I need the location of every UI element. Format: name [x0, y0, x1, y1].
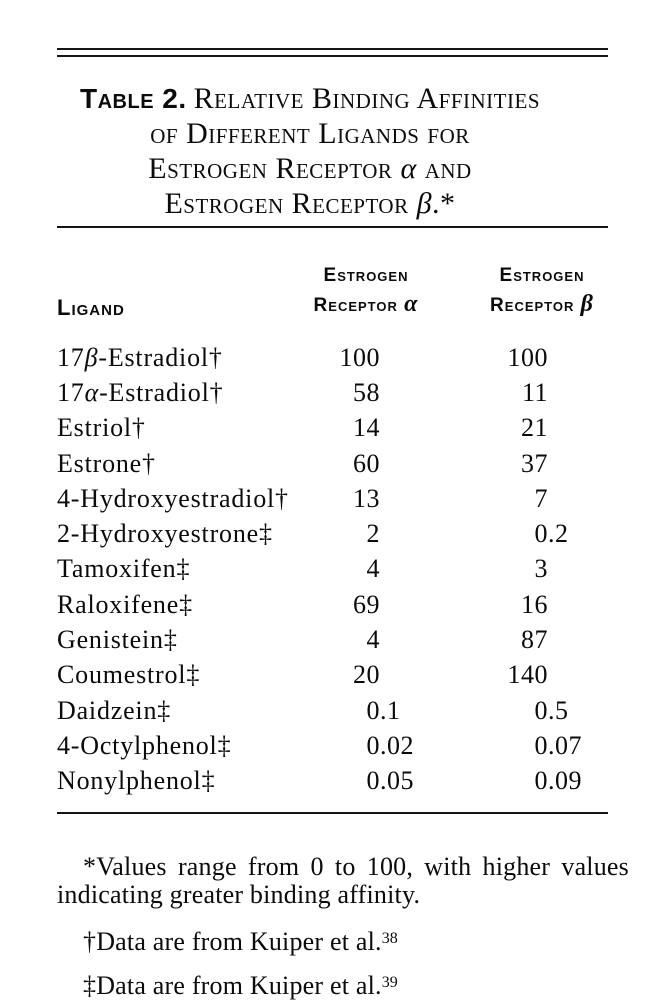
footnote-double-dagger	[57, 972, 629, 1000]
column-header-er-beta	[466, 261, 618, 320]
value-fraction-part: .1	[380, 695, 401, 725]
table-title-line-4: Estrogen Receptor β.*	[164, 187, 456, 220]
alpha-value-cell	[300, 484, 440, 514]
table-row	[57, 622, 608, 657]
beta-value-cell	[440, 519, 608, 549]
bottom-rule	[57, 812, 608, 814]
footnote-marker: ‡	[83, 971, 97, 1000]
table-title-line-1	[57, 81, 563, 116]
value-integer-part: 0	[534, 695, 548, 725]
value-integer-part: 4	[366, 554, 380, 584]
value-integer-part: 21	[521, 413, 548, 443]
beta-value-cell	[440, 590, 608, 620]
table-title	[57, 81, 563, 221]
value-fraction-part: .07	[548, 730, 582, 760]
value-integer-part: 20	[353, 660, 380, 690]
alpha-value-cell	[300, 766, 440, 796]
value-fraction-part: .5	[548, 695, 569, 725]
beta-value-cell	[440, 413, 608, 443]
table-row	[57, 693, 608, 728]
greek-letter: β	[580, 291, 594, 317]
ligand-cell: Raloxifene‡	[57, 589, 193, 619]
alpha-value-cell	[300, 590, 440, 620]
greek-letter: α	[400, 152, 417, 185]
table-title-text-1: Relative Binding Affinities	[193, 82, 540, 115]
beta-value-cell	[440, 625, 608, 655]
table-row	[57, 587, 608, 622]
alpha-value-cell	[300, 625, 440, 655]
column-header-er-alpha-line-1: Estrogen	[323, 265, 409, 286]
table-row	[57, 446, 608, 481]
value-integer-part: 87	[521, 625, 548, 655]
alpha-value-cell	[300, 378, 440, 408]
beta-value-cell	[440, 378, 608, 408]
value-integer-part: 0	[366, 730, 380, 760]
footnote-reference-number: 39	[381, 974, 398, 991]
value-integer-part: 140	[507, 660, 548, 690]
ligand-cell: 17β-Estradiol†	[57, 342, 223, 372]
table-title-line-2: of Different Ligands for	[150, 117, 470, 150]
footnote-reference-number: 38	[381, 930, 398, 947]
header-rule	[57, 226, 608, 228]
column-header-er-beta-line-2: Receptor β	[490, 291, 594, 317]
ligand-cell: Coumestrol‡	[57, 660, 201, 690]
ligand-cell: 4-Hydroxyestradiol†	[57, 483, 289, 513]
footnote-text: Data are from Kuiper et al.	[96, 927, 382, 956]
value-integer-part: 13	[353, 483, 380, 513]
alpha-value-cell	[300, 696, 440, 726]
table-row	[57, 764, 608, 799]
value-integer-part: 0	[366, 766, 380, 796]
value-integer-part: 60	[353, 448, 380, 478]
alpha-value-cell	[300, 519, 440, 549]
value-integer-part: 11	[521, 377, 548, 407]
value-fraction-part: .2	[548, 519, 569, 549]
footnote-marker: *	[83, 852, 97, 881]
table-row	[57, 481, 608, 516]
value-integer-part: 100	[507, 342, 548, 372]
value-fraction-part: .02	[380, 730, 414, 760]
beta-value-cell	[440, 766, 608, 796]
top-double-rule-line-2	[57, 55, 608, 57]
column-header-ligand: Ligand	[57, 295, 125, 320]
alpha-value-cell	[300, 554, 440, 584]
footnote-asterisk	[57, 853, 629, 909]
value-integer-part: 0	[534, 730, 548, 760]
value-integer-part: 14	[353, 413, 380, 443]
table-number-label: Table 2.	[79, 83, 187, 114]
column-header-er-alpha	[290, 261, 442, 320]
ligand-cell: Tamoxifen‡	[57, 554, 191, 584]
table-row	[57, 340, 608, 375]
value-fraction-part: .05	[380, 766, 414, 796]
alpha-value-cell	[300, 660, 440, 690]
table-row	[57, 411, 608, 446]
beta-value-cell	[440, 696, 608, 726]
greek-letter: α	[84, 377, 100, 407]
column-header-er-alpha-line-2: Receptor α	[313, 291, 419, 317]
table-row	[57, 552, 608, 587]
value-integer-part: 7	[534, 483, 548, 513]
beta-value-cell	[440, 660, 608, 690]
greek-letter: β	[84, 342, 99, 372]
greek-letter: β	[416, 187, 433, 220]
top-double-rule-line-1	[57, 48, 608, 50]
beta-value-cell	[440, 343, 608, 373]
value-integer-part: 37	[521, 448, 548, 478]
value-integer-part: 0	[534, 766, 548, 796]
value-integer-part: 58	[353, 377, 380, 407]
alpha-value-cell	[300, 731, 440, 761]
value-integer-part: 3	[534, 554, 548, 584]
alpha-value-cell	[300, 343, 440, 373]
ligand-cell: 17α-Estradiol†	[57, 377, 224, 407]
ligand-cell: Estrone†	[57, 448, 156, 478]
footnote-marker: †	[83, 927, 97, 956]
alpha-value-cell	[300, 449, 440, 479]
footnote-text: Data are from Kuiper et al.	[96, 971, 382, 1000]
column-header-er-beta-line-1: Estrogen	[499, 265, 585, 286]
value-fraction-part: .09	[548, 766, 582, 796]
value-integer-part: 16	[521, 589, 548, 619]
ligand-cell: Nonylphenol‡	[57, 766, 216, 796]
ligand-cell: Estriol†	[57, 413, 146, 443]
table-title-line-3: Estrogen Receptor α and	[148, 152, 472, 185]
value-integer-part: 100	[339, 342, 380, 372]
footnote-dagger	[57, 928, 629, 956]
table-row	[57, 516, 608, 551]
beta-value-cell	[440, 449, 608, 479]
beta-value-cell	[440, 731, 608, 761]
value-integer-part: 0	[534, 519, 548, 549]
table-row	[57, 728, 608, 763]
ligand-cell: Genistein‡	[57, 625, 178, 655]
table-row	[57, 375, 608, 410]
ligand-cell: Daidzein‡	[57, 695, 172, 725]
table-body	[57, 340, 608, 799]
beta-value-cell	[440, 554, 608, 584]
value-integer-part: 69	[353, 589, 380, 619]
greek-letter: α	[404, 291, 419, 317]
beta-value-cell	[440, 484, 608, 514]
value-integer-part: 2	[366, 519, 380, 549]
ligand-cell: 2-Hydroxyestrone‡	[57, 519, 273, 549]
table-row	[57, 658, 608, 693]
alpha-value-cell	[300, 413, 440, 443]
value-integer-part: 4	[366, 625, 380, 655]
value-integer-part: 0	[366, 695, 380, 725]
ligand-cell: 4-Octylphenol‡	[57, 730, 232, 760]
footnote-text: Values range from 0 to 100, with higher values indicating greater binding affinity.	[57, 852, 629, 909]
